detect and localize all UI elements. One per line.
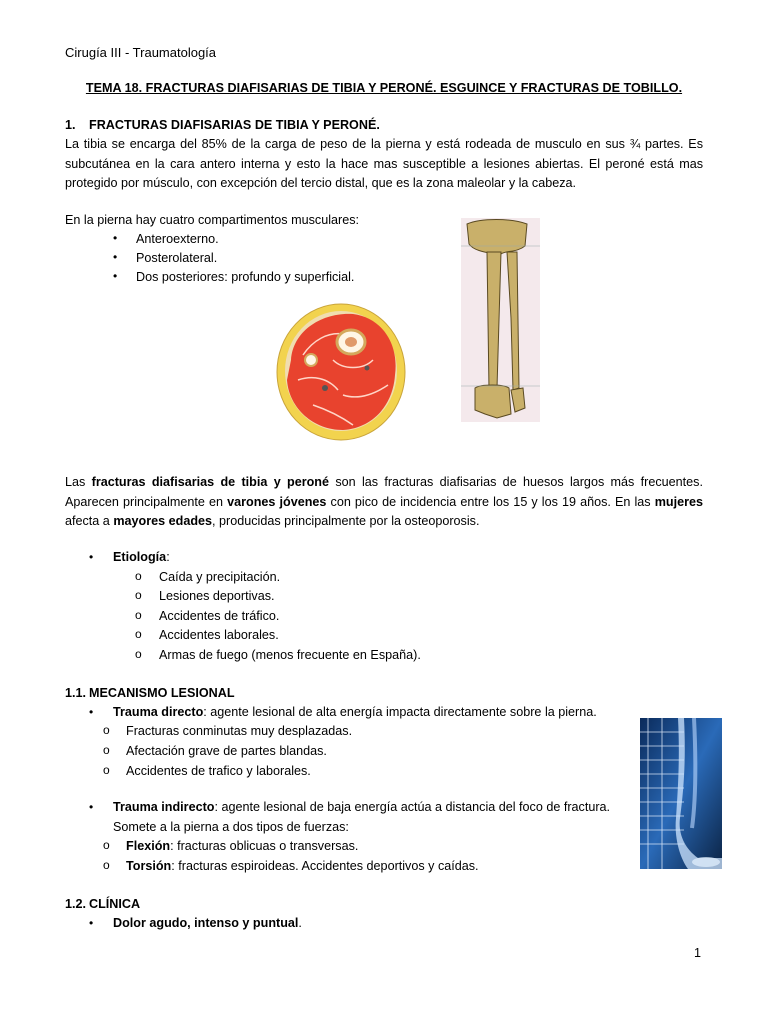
section-1-number: 1. [65, 118, 76, 132]
circle-bullet: o [135, 627, 142, 641]
list-item: Fracturas conminutas muy desplazadas. [126, 724, 353, 738]
paragraph-line: protegido por músculo, con excepción del tercio distal, que es la zona maleolar y la cabeza. [65, 176, 577, 190]
bold-text: Trauma indirecto [113, 800, 215, 814]
tibia-xray-image [640, 718, 722, 869]
circle-bullet: o [103, 838, 110, 852]
text-run: : [166, 550, 170, 564]
list-item: Lesiones deportivas. [159, 589, 275, 603]
text-run: afecta a [65, 514, 114, 528]
bullet: • [89, 916, 94, 930]
paragraph-line: subcutánea en la cara antero interna y esto la hace mas susceptible a lesiones abiertas. El peroné está mas [65, 156, 703, 171]
text-run: : fracturas oblicuas o transversas. [170, 839, 359, 853]
section-title: CLÍNICA [89, 897, 141, 911]
bullet: • [113, 250, 118, 264]
tibia-paragraph [65, 135, 703, 194]
circle-bullet: o [103, 763, 110, 777]
text-run: son las fracturas diafisarias de huesos largos más frecuentes. [329, 475, 703, 489]
page-header: Cirugía III - Traumatología [65, 45, 217, 60]
list-item: Accidentes de tráfico. [159, 609, 280, 623]
list-item: Dos posteriores: profundo y superficial. [136, 270, 355, 284]
section-number: 1.2. [65, 897, 87, 911]
page-title: TEMA 18. FRACTURAS DIAFISARIAS DE TIBIA Y PERONÉ. ESGUINCE Y FRACTURAS DE TOBILLO. [85, 81, 683, 95]
bullet: • [113, 231, 118, 245]
list-item: Accidentes de trafico y laborales. [126, 764, 311, 778]
circle-bullet: o [103, 743, 110, 757]
text-run: Las [65, 475, 92, 489]
list-item: Accidentes laborales. [159, 628, 279, 642]
circle-bullet: o [103, 858, 110, 872]
paragraph-line: La tibia se encarga del 85% de la carga de peso de la pierna y está rodeada de musculo en sus ¾ partes. Es [65, 137, 703, 151]
circle-bullet: o [103, 723, 110, 737]
etiologia-heading [113, 548, 170, 567]
trauma-directo [113, 703, 597, 722]
epidemiology-paragraph [65, 473, 703, 532]
bold-text: mayores edades [113, 514, 213, 528]
trauma-indirecto [113, 798, 610, 817]
circle-bullet: o [135, 647, 142, 661]
bullet: • [89, 705, 94, 719]
section-title: MECANISMO LESIONAL [89, 686, 235, 700]
clinica-item [113, 914, 302, 933]
circle-bullet: o [135, 608, 142, 622]
section-1-1-heading [65, 684, 235, 703]
list-item: Posterolateral. [136, 251, 218, 265]
bold-text: fracturas diafisarias de tibia y peroné [91, 475, 329, 489]
page-number: 1 [694, 946, 702, 960]
bold-text: mujeres [654, 494, 704, 509]
tibia-fibula-image [461, 218, 540, 422]
torsion-item [126, 857, 479, 876]
list-item: Armas de fuego (menos frecuente en España). [159, 648, 421, 662]
section-1-heading [65, 116, 380, 135]
bold-text: Torsión [126, 859, 172, 873]
text-run: Aparecen principalmente en [65, 494, 228, 509]
bold-text: Trauma directo [113, 705, 204, 719]
text-run: . [298, 916, 302, 930]
bold-text: varones jóvenes [227, 494, 327, 509]
bold-text: Etiología [113, 550, 167, 564]
bullet: • [89, 800, 94, 814]
section-number: 1.1. [65, 686, 87, 700]
compartments-intro: En la pierna hay cuatro compartimentos musculares: [65, 213, 359, 227]
bullet: • [89, 550, 94, 564]
trauma-indirecto-line2: Somete a la pierna a dos tipos de fuerzas: [113, 820, 349, 834]
text-run: : agente lesional de baja energía actúa a distancia del foco de fractura. [214, 800, 611, 814]
list-item: Caída y precipitación. [159, 570, 281, 584]
text-run: : fracturas espiroideas. Accidentes deportivos y caídas. [171, 859, 479, 873]
bold-text: Flexión [126, 839, 171, 853]
list-item: Afectación grave de partes blandas. [126, 744, 327, 758]
paragraph-line [65, 473, 703, 493]
circle-bullet: o [135, 588, 142, 602]
bold-text: Dolor agudo, intenso y puntual [113, 916, 299, 930]
section-1-2-heading [65, 895, 140, 914]
flexion-item [126, 837, 358, 856]
leg-cross-section-image [273, 300, 409, 442]
section-1-title: FRACTURAS DIAFISARIAS DE TIBIA Y PERONÉ. [89, 118, 380, 132]
paragraph-line [65, 512, 703, 532]
list-item: Anteroexterno. [136, 232, 219, 246]
paragraph-line [65, 493, 703, 513]
text-run: : agente lesional de alta energía impacta directamente sobre la pierna. [203, 705, 597, 719]
bullet: • [113, 269, 118, 283]
circle-bullet: o [135, 569, 142, 583]
text-run: , producidas principalmente por la osteoporosis. [212, 514, 480, 528]
text-run: con pico de incidencia entre los 15 y los 19 años. En las [326, 494, 655, 509]
